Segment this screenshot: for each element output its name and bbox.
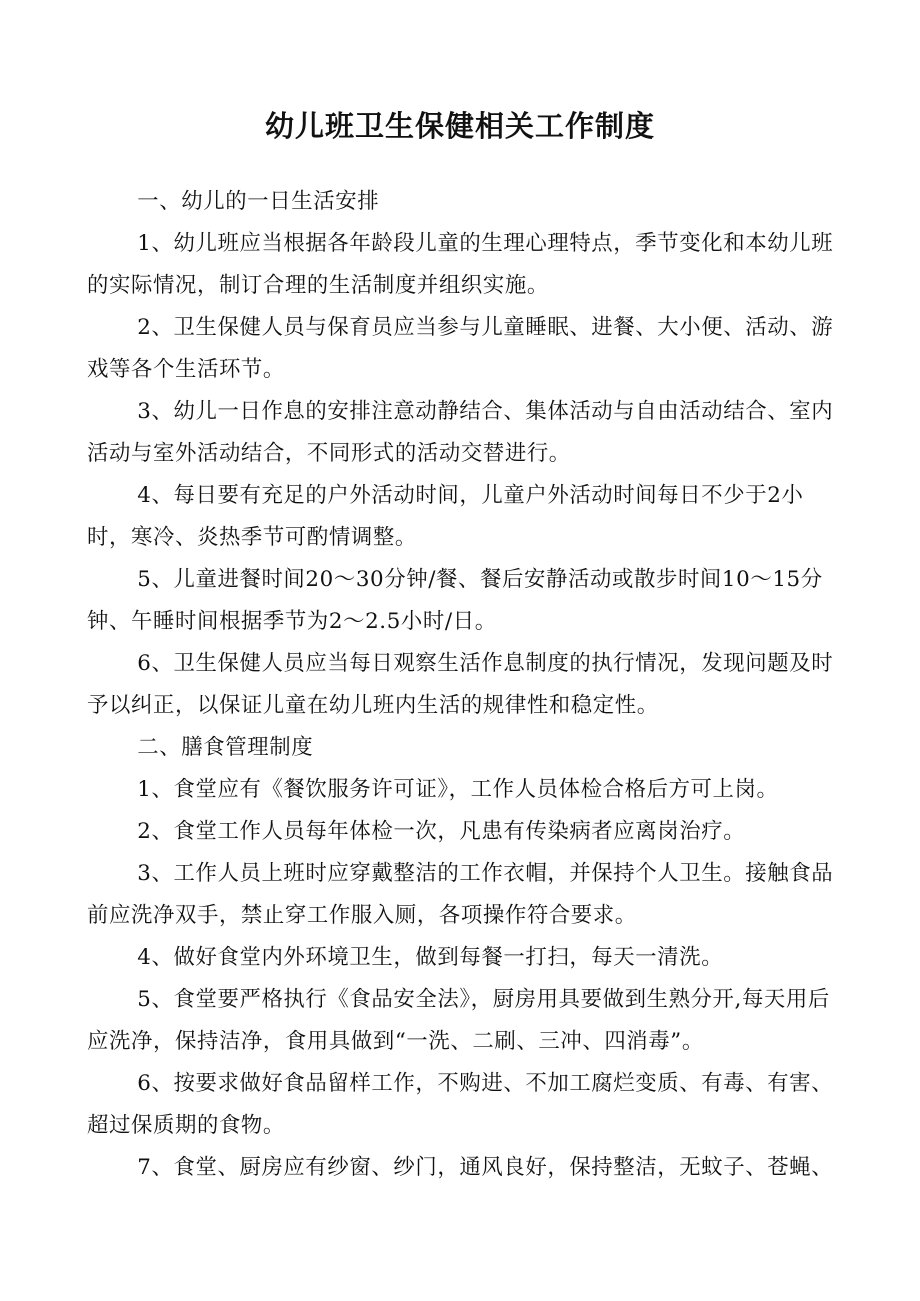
paragraph: 2、卫生保健人员与保育员应当参与儿童睡眠、进餐、大小便、活动、游戏等各个生活环节。: [87, 315, 834, 382]
paragraph: 7、食堂、厨房应有纱窗、纱门，通风良好，保持整洁，无蚊子、苍蝇、: [137, 1155, 834, 1180]
paragraph: 4、每日要有充足的户外活动时间，儿童户外活动时间每日不少于2小时，寒冷、炎热季节可酌情调整。: [87, 483, 804, 550]
paragraph: 1、幼儿班应当根据各年龄段儿童的生理心理特点，季节变化和本幼儿班的实际情况，制订合理的生活制度并组织实施。: [87, 231, 834, 298]
paragraph: 5、儿童进餐时间20～30分钟/餐、餐后安静活动或散步时间10～15分钟、午睡时间根据季节为2～2.5小时/日。: [87, 567, 823, 634]
section-heading: 一、幼儿的一日生活安排: [137, 189, 380, 214]
section-heading: 二、膳食管理制度: [137, 735, 314, 760]
paragraph: 6、卫生保健人员应当每日观察生活作息制度的执行情况，发现问题及时予以纠正，以保证儿童在幼儿班内生活的规律性和稳定性。: [87, 651, 834, 718]
paragraph: 2、食堂工作人员每年体检一次，凡患有传染病者应离岗治疗。: [137, 819, 746, 844]
paragraph: 5、食堂要严格执行《食品安全法》，厨房用具要做到生熟分开,每天用后应洗净，保持洁净，食用具做到“一洗、二刷、三冲、四消毒”。: [87, 987, 830, 1054]
document-body: [87, 181, 847, 1189]
paragraph: 6、按要求做好食品留样工作，不购进、不加工腐烂变质、有毒、有害、超过保质期的食物。: [87, 1071, 834, 1138]
paragraph: 3、工作人员上班时应穿戴整洁的工作衣帽，并保持个人卫生。接触食品前应洗净双手，禁止穿工作服入厕，各项操作符合要求。: [87, 861, 834, 928]
paragraph: 3、幼儿一日作息的安排注意动静结合、集体活动与自由活动结合、室内活动与室外活动结合，不同形式的活动交替进行。: [87, 399, 834, 466]
document-title: 幼儿班卫生保健相关工作制度: [264, 109, 655, 143]
paragraph: 1、食堂应有《餐饮服务许可证》，工作人员体检合格后方可上岗。: [137, 777, 779, 802]
paragraph: 4、做好食堂内外环境卫生，做到每餐一打扫，每天一清洗。: [137, 945, 724, 970]
